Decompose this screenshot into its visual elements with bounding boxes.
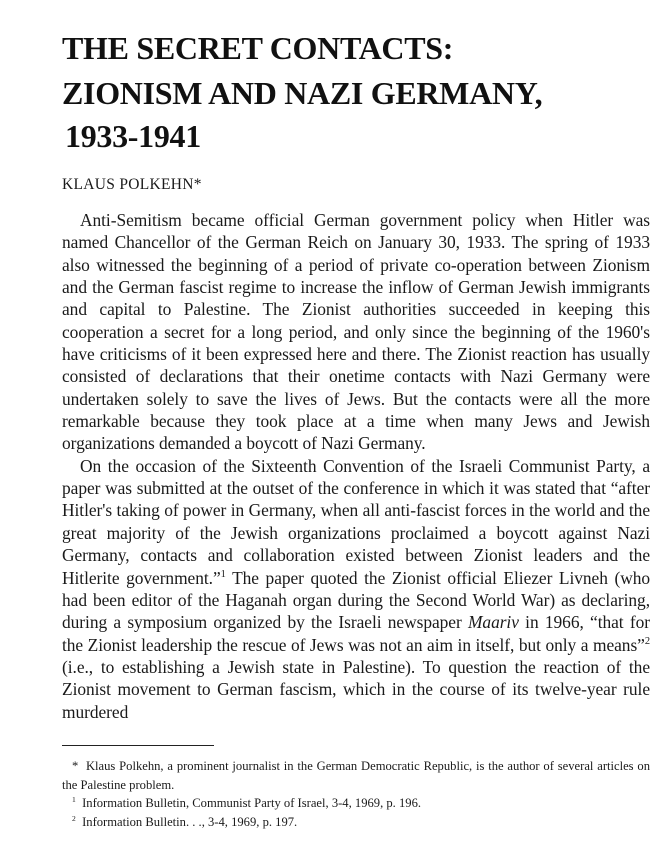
article-body <box>62 209 650 723</box>
footnote-2-text: Information Bulletin. . ., 3-4, 1969, p. 197. <box>82 814 298 829</box>
article-title-line-2: ZIONISM AND NAZI GERMANY, <box>62 75 543 111</box>
paragraph-2-part-4: (i.e., to establishing a Jewish state in Palestine). To question the reaction of the Zionist movement to German fascism, which in the course of its twelve-year rule murdered <box>62 656 650 722</box>
footnote-2-mark: 2 <box>72 813 76 823</box>
paragraph-2 <box>62 455 650 723</box>
footnote-ref-2: 2 <box>644 635 650 647</box>
footnote-ref-1: 1 <box>220 568 226 580</box>
footnote-1-text: Information Bulletin, Communist Party of Israel, 3-4, 1969, p. 196. <box>82 796 422 810</box>
newspaper-name: Maariv <box>467 612 519 633</box>
paragraph-2-part-1: On the occasion of the Sixteenth Convention of the Israeli Communist Party, a paper was submitted at the outset of the conference in which it was stated that “after Hitler's taking of power in Germany, when all anti-fascist forces in the world and the great majority of the Jewish organizations proclaimed a boycott against Nazi Germany, contacts and collaboration existed between Zionist leaders and the Hitlerite government.” <box>62 455 650 588</box>
article-title-years: 1933-1941 <box>65 118 201 154</box>
footnote-author <box>62 757 650 794</box>
footnote-2 <box>62 813 650 832</box>
paragraph-2-part-3: in 1966, “that for the Zionist leadership the rescue of Jews was not an aim in itself, but only a means” <box>62 612 650 655</box>
footnote-1-mark: 1 <box>72 794 76 804</box>
author-byline: KLAUS POLKEHN* <box>62 176 202 193</box>
footnote-divider <box>62 745 214 746</box>
article-title-line-1: THE SECRET CONTACTS: <box>62 30 454 66</box>
footnote-author-mark: * <box>72 759 79 773</box>
paragraph-2-part-2: The paper quoted the Zionist official Eliezer Livneh (who had been editor of the Haganah organ during the Second World War) as declaring, during a symposium organized by the Israeli newspaper <box>62 567 650 633</box>
footnote-1 <box>62 794 650 813</box>
footnote-author-text: Klaus Polkehn, a prominent journalist in the German Democratic Republic, is the author of several articles on the Palestine problem. <box>62 759 651 792</box>
footnotes <box>62 757 650 831</box>
paragraph-1: Anti-Semitism became official German government policy when Hitler was named Chancellor of the German Reich on January 30, 1933. The spring of 1933 also witnessed the beginning of a period of private co-operation between Zionism and the German fascist regime to increase the inflow of German Jewish immigrants and capital to Palestine. The Zionist authorities succeeded in keeping this cooperation a secret for a long period, and only since the beginning of the 1960's have criticisms of it been expressed here and there. The Zionist reaction has usually consisted of declarations that their onetime contacts with Nazi Germany were undertaken solely to save the lives of Jews. But the contacts were all the more remarkable because they took place at a time when many Jews and Jewish organizations demanded a boycott of Nazi Germany. <box>62 210 650 454</box>
